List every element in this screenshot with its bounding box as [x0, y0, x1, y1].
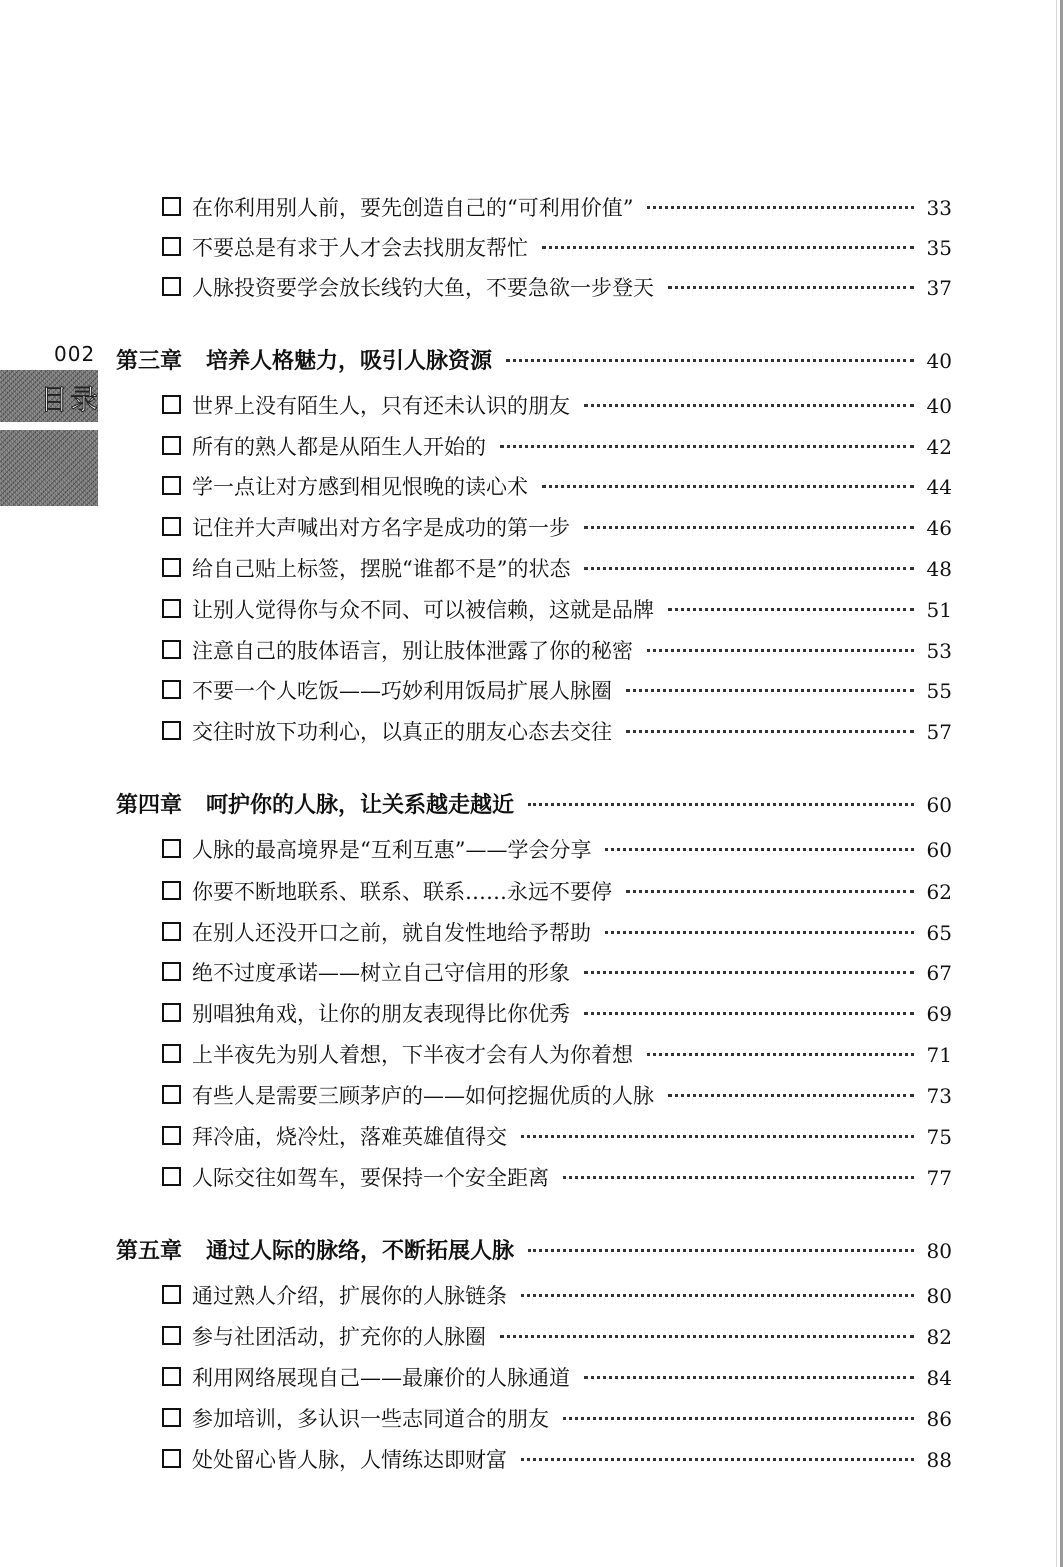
toc-chapter-row[interactable]	[116, 344, 952, 375]
page-ref: 42	[926, 435, 952, 459]
toc-entry-row[interactable]	[162, 1403, 952, 1433]
page-ref: 73	[926, 1084, 952, 1108]
checkbox-icon	[162, 962, 181, 981]
toc-entry-row[interactable]	[162, 594, 952, 624]
dot-leader	[521, 1135, 914, 1138]
page-number: 002	[54, 342, 96, 366]
toc-entry-row[interactable]	[162, 675, 952, 705]
toc-entry-row[interactable]	[162, 232, 952, 262]
side-tab-label: 目录	[40, 383, 101, 416]
page-ref: 77	[926, 1166, 952, 1190]
checkbox-icon	[162, 721, 181, 740]
dot-leader	[605, 848, 914, 851]
entry-title: 通过熟人介绍，扩展你的人脉链条	[192, 1284, 507, 1308]
page-ref: 37	[926, 276, 952, 300]
dot-leader	[668, 608, 914, 611]
toc-entry-row[interactable]	[162, 512, 952, 542]
dot-leader	[647, 206, 914, 209]
checkbox-icon	[162, 277, 181, 296]
chapter-number: 第五章	[116, 1238, 183, 1264]
checkbox-icon	[162, 476, 181, 495]
page-ref: 57	[926, 720, 952, 744]
entry-title: 学一点让对方感到相见恨晚的读心术	[192, 475, 528, 499]
toc-entry-row[interactable]	[162, 553, 952, 583]
dot-leader	[584, 1012, 914, 1015]
entry-title: 拜冷庙，烧冷灶，落难英雄值得交	[192, 1125, 507, 1149]
checkbox-icon	[162, 395, 181, 414]
toc-entry-row[interactable]	[162, 471, 952, 501]
dot-leader	[626, 730, 914, 733]
checkbox-icon	[162, 599, 181, 618]
entry-title: 你要不断地联系、联系、联系……永远不要停	[192, 880, 612, 904]
toc-entry-row[interactable]	[162, 390, 952, 420]
checkbox-icon	[162, 1449, 181, 1468]
page-ref: 84	[926, 1366, 952, 1390]
entry-title: 利用网络展现自己——最廉价的人脉通道	[192, 1366, 570, 1390]
dot-leader	[647, 1053, 914, 1056]
toc-entry-row[interactable]	[162, 716, 952, 746]
entry-title: 世界上没有陌生人，只有还未认识的朋友	[192, 394, 570, 418]
entry-title: 别唱独角戏，让你的朋友表现得比你优秀	[192, 1002, 570, 1026]
toc-entry-row[interactable]	[162, 1280, 952, 1310]
dot-leader	[626, 890, 914, 893]
page-ref: 35	[926, 236, 952, 260]
entry-title: 给自己贴上标签，摆脱“谁都不是”的状态	[192, 557, 571, 581]
page-ref: 75	[926, 1125, 952, 1149]
page-ref: 67	[926, 961, 952, 985]
checkbox-icon	[162, 1408, 181, 1427]
toc-chapter-row[interactable]	[116, 1234, 952, 1265]
toc-entry-row[interactable]	[162, 192, 952, 222]
page-ref: 71	[926, 1043, 952, 1067]
toc-entry-row[interactable]	[162, 917, 952, 947]
toc-entry-row[interactable]	[162, 834, 952, 864]
checkbox-icon	[162, 1003, 181, 1022]
entry-title: 在别人还没开口之前，就自发性地给予帮助	[192, 921, 591, 945]
toc-entry-row[interactable]	[162, 272, 952, 302]
dot-leader	[500, 1335, 914, 1338]
entry-title: 绝不过度承诺——树立自己守信用的形象	[192, 961, 570, 985]
page-ref: 48	[926, 557, 952, 581]
checkbox-icon	[162, 1126, 181, 1145]
entry-title: 在你利用别人前，要先创造自己的“可利用价值”	[192, 196, 634, 220]
checkbox-icon	[162, 1167, 181, 1186]
checkbox-icon	[162, 436, 181, 455]
page-edge-shadow	[1056, 0, 1057, 1567]
dot-leader	[563, 1417, 914, 1420]
entry-title: 人脉的最高境界是“互利互惠”——学会分享	[192, 838, 592, 862]
toc-entry-row[interactable]	[162, 957, 952, 987]
dot-leader	[584, 1376, 914, 1379]
dot-leader	[668, 286, 914, 289]
page-ref: 40	[926, 394, 952, 418]
page-ref: 86	[926, 1407, 952, 1431]
page-ref: 60	[926, 838, 952, 862]
toc-entry-row[interactable]	[162, 1039, 952, 1069]
dot-leader	[647, 649, 914, 652]
entry-title: 所有的熟人都是从陌生人开始的	[192, 435, 486, 459]
toc-entry-row[interactable]	[162, 1080, 952, 1110]
dot-leader	[584, 404, 914, 407]
checkbox-icon	[162, 1285, 181, 1304]
checkbox-icon	[162, 1085, 181, 1104]
entry-title: 注意自己的肢体语言，别让肢体泄露了你的秘密	[192, 639, 633, 663]
checkbox-icon	[162, 197, 181, 216]
page-ref: 88	[926, 1448, 952, 1472]
page-ref: 69	[926, 1002, 952, 1026]
page-ref: 55	[926, 679, 952, 703]
checkbox-icon	[162, 922, 181, 941]
page-ref: 60	[926, 793, 952, 817]
chapter-title: 通过人际的脉络，不断拓展人脉	[206, 1238, 515, 1264]
page-ref: 80	[926, 1284, 952, 1308]
entry-title: 处处留心皆人脉，人情练达即财富	[192, 1448, 507, 1472]
toc-entry-row[interactable]	[162, 431, 952, 461]
side-tab-bottom	[0, 430, 98, 506]
dot-leader	[626, 689, 914, 692]
page-ref: 80	[926, 1239, 952, 1263]
toc-entry-row[interactable]	[162, 1444, 952, 1474]
dot-leader	[500, 445, 914, 448]
checkbox-icon	[162, 558, 181, 577]
toc-entry-row[interactable]	[162, 1162, 952, 1192]
entry-title: 参与社团活动，扩充你的人脉圈	[192, 1325, 486, 1349]
entry-title: 不要总是有求于人才会去找朋友帮忙	[192, 236, 528, 260]
entry-title: 有些人是需要三顾茅庐的——如何挖掘优质的人脉	[192, 1084, 654, 1108]
toc-entry-row[interactable]	[162, 998, 952, 1028]
page-ref: 46	[926, 516, 952, 540]
checkbox-icon	[162, 1326, 181, 1345]
checkbox-icon	[162, 640, 181, 659]
entry-title: 上半夜先为别人着想，下半夜才会有人为你着想	[192, 1043, 633, 1067]
dot-leader	[584, 526, 914, 529]
dot-leader	[542, 246, 914, 249]
page-ref: 40	[926, 349, 952, 373]
toc-entry-row[interactable]	[162, 876, 952, 906]
dot-leader	[542, 485, 914, 488]
toc-entry-row[interactable]	[162, 635, 952, 665]
dot-leader	[584, 567, 914, 570]
checkbox-icon	[162, 517, 181, 536]
entry-title: 让别人觉得你与众不同、可以被信赖，这就是品牌	[192, 598, 654, 622]
dot-leader	[605, 931, 914, 934]
toc-entry-row[interactable]	[162, 1121, 952, 1151]
checkbox-icon	[162, 1367, 181, 1386]
page-ref: 65	[926, 921, 952, 945]
dot-leader	[506, 359, 914, 362]
chapter-title: 呵护你的人脉，让关系越走越近	[206, 792, 515, 818]
entry-title: 人际交往如驾车，要保持一个安全距离	[192, 1166, 549, 1190]
toc-chapter-row[interactable]	[116, 788, 952, 819]
page-ref: 62	[926, 880, 952, 904]
dot-leader	[528, 803, 914, 806]
entry-title: 参加培训，多认识一些志同道合的朋友	[192, 1407, 549, 1431]
chapter-title: 培养人格魅力，吸引人脉资源	[206, 348, 493, 374]
page-ref: 53	[926, 639, 952, 663]
toc-entry-row[interactable]	[162, 1321, 952, 1351]
dot-leader	[521, 1294, 914, 1297]
dot-leader	[521, 1458, 914, 1461]
checkbox-icon	[162, 839, 181, 858]
dot-leader	[563, 1176, 914, 1179]
dot-leader	[584, 971, 914, 974]
checkbox-icon	[162, 1044, 181, 1063]
chapter-number: 第三章	[116, 348, 183, 374]
page-ref: 51	[926, 598, 952, 622]
page-ref: 44	[926, 475, 952, 499]
page-ref: 33	[926, 196, 952, 220]
entry-title: 交往时放下功利心，以真正的朋友心态去交往	[192, 720, 612, 744]
checkbox-icon	[162, 881, 181, 900]
dot-leader	[668, 1094, 914, 1097]
entry-title: 人脉投资要学会放长线钓大鱼，不要急欲一步登天	[192, 276, 654, 300]
chapter-number: 第四章	[116, 792, 183, 818]
page-ref: 82	[926, 1325, 952, 1349]
checkbox-icon	[162, 237, 181, 256]
dot-leader	[528, 1249, 914, 1252]
entry-title: 不要一个人吃饭——巧妙利用饭局扩展人脉圈	[192, 679, 612, 703]
entry-title: 记住并大声喊出对方名字是成功的第一步	[192, 516, 570, 540]
toc-entry-row[interactable]	[162, 1362, 952, 1392]
checkbox-icon	[162, 680, 181, 699]
